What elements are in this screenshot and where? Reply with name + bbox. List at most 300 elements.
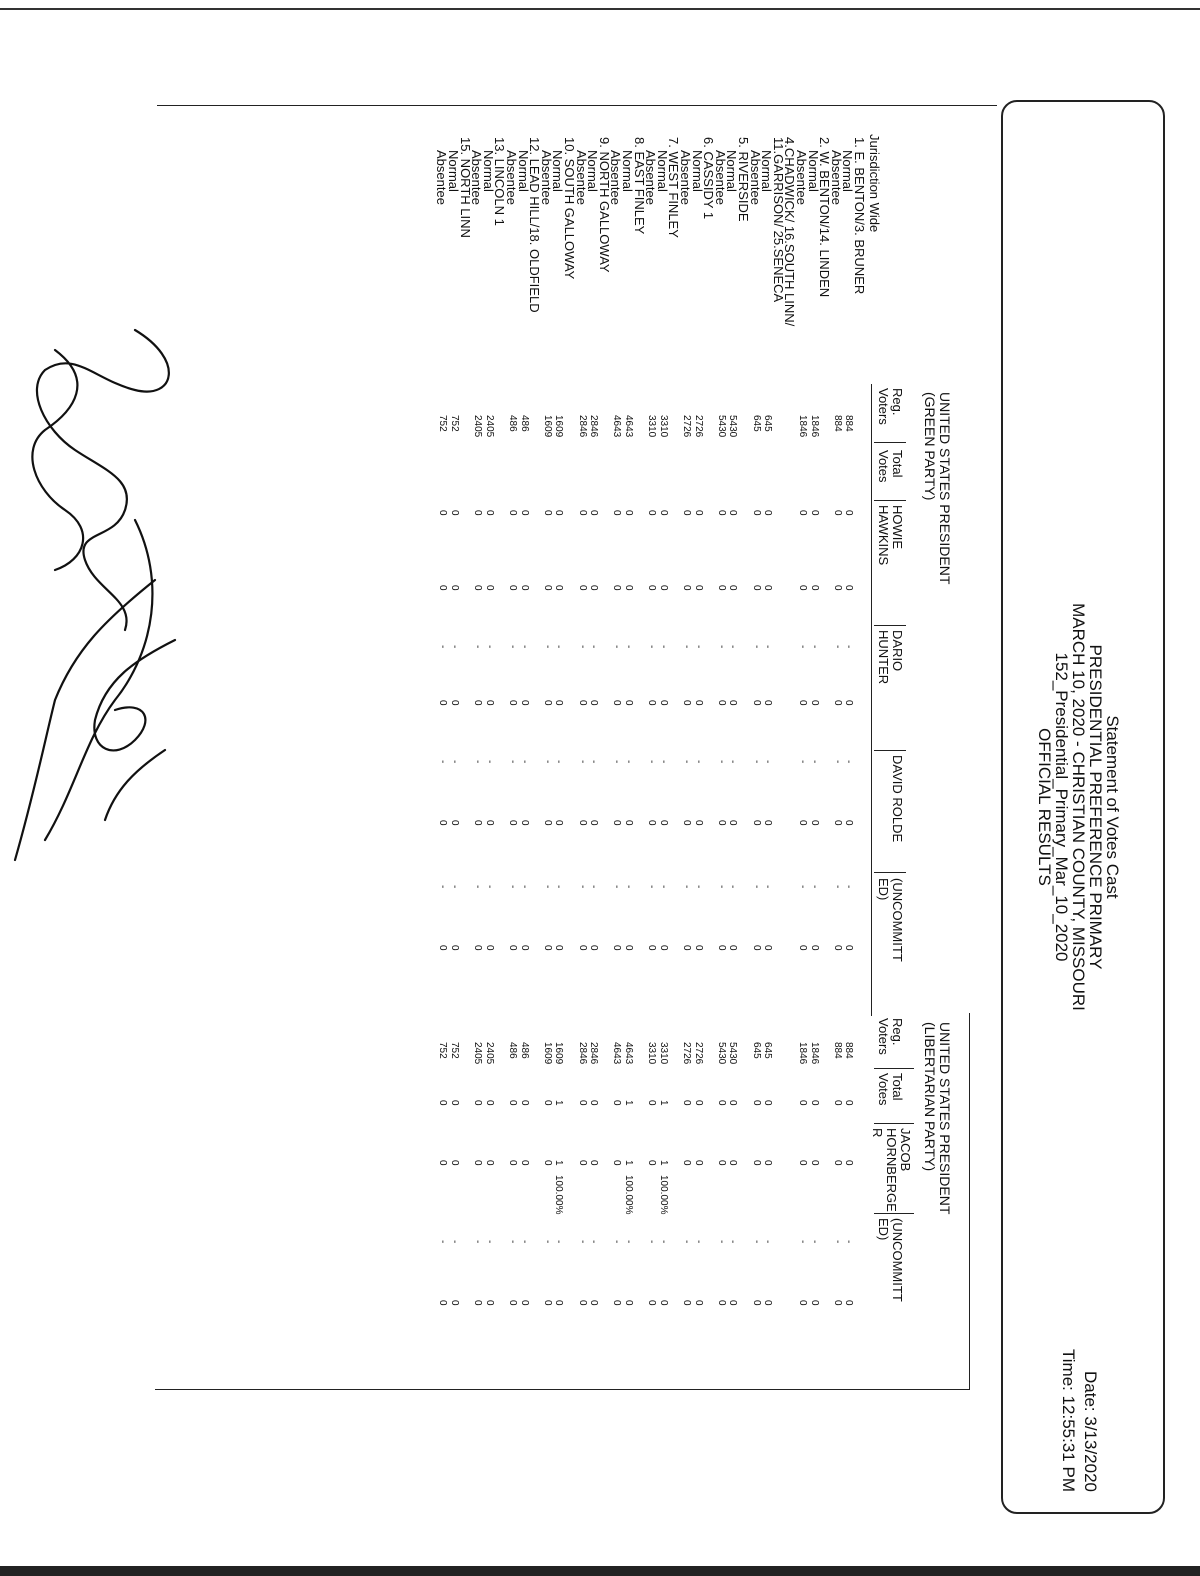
table-left-rule <box>157 105 997 106</box>
hunter-votes: 0 <box>727 700 739 706</box>
lib-total-votes: 0 <box>611 1100 623 1106</box>
vote-type-label: Absentee <box>434 150 450 205</box>
total-votes: 0 <box>843 510 855 516</box>
precinct-label: 11.GARRISON/ 25.SENECA <box>770 137 786 303</box>
rolde-votes: 0 <box>611 820 623 826</box>
rolde-votes: 0 <box>623 820 634 826</box>
total-votes: 0 <box>553 510 565 516</box>
lib-total-votes: 0 <box>808 1100 820 1106</box>
empty-percent-dash: - <box>808 760 820 764</box>
hornberger-votes: 1 <box>553 1160 565 1166</box>
lib-total-votes: 0 <box>646 1100 658 1106</box>
empty-percent-dash: - <box>692 645 704 649</box>
green-uncommitted: 0 <box>646 945 658 951</box>
hornberger-votes: 0 <box>576 1160 588 1166</box>
lib-total-votes: 0 <box>588 1100 600 1106</box>
lib-uncommitted: 0 <box>646 1300 658 1306</box>
vote-type-label: Normal <box>550 150 566 192</box>
jurisdiction-header: Jurisdiction Wide <box>867 134 882 233</box>
empty-percent-dash: - <box>797 1240 808 1244</box>
lib-reg-voters: 752 <box>449 1042 460 1059</box>
header-date-time <box>1057 1349 1101 1492</box>
reg-voters: 884 <box>831 415 843 432</box>
empty-percent-dash: - <box>646 1240 658 1244</box>
empty-percent-dash: - <box>449 885 460 889</box>
empty-percent-dash: - <box>588 645 600 649</box>
empty-percent-dash: - <box>831 645 843 649</box>
empty-percent-dash: - <box>727 1240 739 1244</box>
lib-uncommitted-header: (UNCOMMITT ED) <box>876 1218 905 1302</box>
green-title-line2: (GREEN PARTY) <box>922 392 938 501</box>
lib-reg-voters: 645 <box>762 1042 774 1059</box>
lib-reg-voters: 2846 <box>576 1042 588 1065</box>
hunter-votes: 0 <box>797 700 808 706</box>
reg-voters: 4643 <box>623 415 634 438</box>
empty-percent-dash: - <box>657 1240 669 1244</box>
reg-voters: 2405 <box>472 415 484 438</box>
lib-uncommitted: 0 <box>762 1300 774 1306</box>
hornberger-header: JACOB HORNBERGE R <box>870 1128 913 1212</box>
hornberger-votes: 0 <box>692 1160 704 1166</box>
total-votes: 0 <box>750 510 762 516</box>
vote-type-label: Normal <box>805 150 821 192</box>
total-votes: 0 <box>507 510 518 516</box>
lib-reg-voters: 2726 <box>681 1042 692 1065</box>
hunter-votes: 0 <box>507 700 518 706</box>
hornberger-votes: 0 <box>750 1160 762 1166</box>
vote-type-label: Normal <box>759 150 775 192</box>
empty-percent-dash: - <box>750 760 762 764</box>
empty-percent-dash: - <box>518 1240 530 1244</box>
green-uncommitted: 0 <box>727 945 739 951</box>
green-header-rule <box>871 384 872 1016</box>
empty-percent-dash: - <box>681 1240 692 1244</box>
vote-type-label: Absentee <box>794 150 809 205</box>
hunter-votes: 0 <box>762 700 774 706</box>
lib-total-votes: 0 <box>692 1100 704 1106</box>
lib-total-votes: 0 <box>472 1100 484 1106</box>
empty-percent-dash: - <box>472 760 484 764</box>
reg-voters: 2726 <box>681 415 692 438</box>
hornberger-votes: 0 <box>483 1160 495 1166</box>
empty-percent-dash: - <box>553 1240 565 1244</box>
lib-total-votes: 0 <box>843 1100 855 1106</box>
vote-type-label: Absentee <box>643 150 659 205</box>
lib-total-votes-header: Total Votes <box>876 1073 905 1106</box>
lib-uncommitted: 0 <box>518 1300 530 1306</box>
lib-reg-voters: 2846 <box>588 1042 600 1065</box>
hornberger-votes: 0 <box>518 1160 530 1166</box>
rolde-votes: 0 <box>472 820 484 826</box>
total-votes: 0 <box>472 510 484 516</box>
rolde-votes: 0 <box>797 820 808 826</box>
vote-type-label: Normal <box>840 150 856 192</box>
precinct-label: 1. E. BENTON/3. BRUNER <box>852 137 867 295</box>
hornberger-votes: 0 <box>541 1160 553 1166</box>
empty-percent-dash: - <box>715 760 727 764</box>
empty-percent-dash: - <box>715 885 727 889</box>
empty-percent-dash: - <box>553 885 565 889</box>
rolde-votes: 0 <box>750 820 762 826</box>
total-votes: 0 <box>727 510 739 516</box>
empty-percent-dash: - <box>541 885 553 889</box>
empty-percent-dash: - <box>727 885 739 889</box>
empty-percent-dash: - <box>541 760 553 764</box>
empty-percent-dash: - <box>750 1240 762 1244</box>
precinct-label: 2. W. BENTON/14. LINDEN <box>817 137 833 298</box>
lib-uncommitted: 0 <box>797 1300 808 1306</box>
green-uncommitted: 0 <box>715 945 727 951</box>
empty-percent-dash: - <box>727 760 739 764</box>
hunter-votes: 0 <box>657 700 669 706</box>
hunter-votes: 0 <box>843 700 855 706</box>
lib-uncommitted: 0 <box>831 1300 843 1306</box>
lib-reg-voters: 486 <box>518 1042 530 1059</box>
empty-percent-dash: - <box>750 885 762 889</box>
hawkins-header: HOWIE HAWKINS <box>876 505 905 566</box>
vote-type-label: Absentee <box>538 150 554 205</box>
green-uncommitted: 0 <box>843 945 855 951</box>
reg-voters: 3310 <box>657 415 669 438</box>
empty-percent-dash: - <box>576 760 588 764</box>
green-uncommitted: 0 <box>507 945 518 951</box>
empty-percent-dash: - <box>808 645 820 649</box>
rolde-votes: 0 <box>553 820 565 826</box>
empty-percent-dash: - <box>646 760 658 764</box>
empty-percent-dash: - <box>750 645 762 649</box>
hunter-votes: 0 <box>623 700 634 706</box>
reg-voters: 1609 <box>541 415 553 438</box>
lib-total-votes: 1 <box>657 1100 669 1106</box>
total-votes: 0 <box>715 510 727 516</box>
rolde-votes: 0 <box>576 820 588 826</box>
hornberger-votes: 0 <box>472 1160 484 1166</box>
vote-type-label: Normal <box>689 150 705 192</box>
empty-percent-dash: - <box>507 885 518 889</box>
hunter-votes: 0 <box>518 700 530 706</box>
precinct-label: 4.CHADWICK/ 16.SOUTH LINN/ <box>782 137 798 327</box>
green-uncommitted: 0 <box>576 945 588 951</box>
lib-total-votes: 1 <box>623 1100 634 1106</box>
lib-uncommitted: 0 <box>843 1300 855 1306</box>
vote-type-label: Absentee <box>504 150 519 205</box>
empty-percent-dash: - <box>437 885 449 889</box>
empty-percent-dash: - <box>623 645 634 649</box>
empty-percent-dash: - <box>611 885 623 889</box>
empty-percent-dash: - <box>727 645 739 649</box>
libertarian-contest-title <box>922 1022 952 1214</box>
hunter-votes: 0 <box>611 700 623 706</box>
hawkins-votes: 0 <box>750 585 762 591</box>
reg-voters: 2726 <box>692 415 704 438</box>
hornberger-percent: 100.00% <box>553 1175 565 1215</box>
vote-type-label: Absentee <box>573 150 589 205</box>
lib-total-votes: 0 <box>762 1100 774 1106</box>
green-uncommitted: 0 <box>472 945 484 951</box>
lib-reg-voters: 2405 <box>472 1042 484 1065</box>
lib-reg-voters: 1609 <box>553 1042 565 1065</box>
green-uncommitted: 0 <box>657 945 669 951</box>
lib-reg-voters: 4643 <box>611 1042 623 1065</box>
reg-voters: 1609 <box>553 415 565 438</box>
rolde-votes: 0 <box>808 820 820 826</box>
hawkins-votes: 0 <box>553 585 565 591</box>
report-election: PRESIDENTIAL PREFERENCE PRIMARY <box>1086 644 1105 970</box>
empty-percent-dash: - <box>541 1240 553 1244</box>
total-votes: 0 <box>623 510 634 516</box>
rolde-votes: 0 <box>518 820 530 826</box>
empty-percent-dash: - <box>797 760 808 764</box>
empty-percent-dash: - <box>507 645 518 649</box>
vote-type-label: Normal <box>654 150 670 192</box>
hornberger-votes: 0 <box>437 1160 449 1166</box>
hawkins-votes: 0 <box>449 585 460 591</box>
green-uncommitted: 0 <box>750 945 762 951</box>
hornberger-votes: 0 <box>727 1160 739 1166</box>
empty-percent-dash: - <box>646 645 658 649</box>
hawkins-votes: 0 <box>588 585 600 591</box>
empty-percent-dash: - <box>483 1240 495 1244</box>
lib-total-votes: 0 <box>576 1100 588 1106</box>
lib-reg-voters: 3310 <box>657 1042 669 1065</box>
empty-percent-dash: - <box>518 760 530 764</box>
empty-percent-dash: - <box>797 645 808 649</box>
hawkins-votes: 0 <box>657 585 669 591</box>
green-uncommitted: 0 <box>611 945 623 951</box>
report-time: Time: 12:55:31 PM <box>1059 1349 1078 1492</box>
empty-percent-dash: - <box>623 1240 634 1244</box>
precinct-label: 10. SOUTH GALLOWAY <box>562 137 577 280</box>
hunter-votes: 0 <box>588 700 600 706</box>
lib-uncommitted: 0 <box>483 1300 495 1306</box>
lib-uncommitted: 0 <box>449 1300 460 1306</box>
precinct-label: 12. LEAD HILL/18. OLDFIELD <box>527 137 543 313</box>
green-title-line1: UNITED STATES PRESIDENT <box>937 392 953 585</box>
empty-percent-dash: - <box>831 760 843 764</box>
lib-uncommitted: 0 <box>715 1300 727 1306</box>
lib-total-votes: 0 <box>715 1100 727 1106</box>
precinct-label: 7. WEST FINLEY <box>666 137 682 238</box>
empty-percent-dash: - <box>808 1240 820 1244</box>
total-votes: 0 <box>797 510 808 516</box>
reg-voters: 4643 <box>611 415 623 438</box>
empty-percent-dash: - <box>611 760 623 764</box>
total-votes: 0 <box>646 510 658 516</box>
hawkins-votes: 0 <box>681 585 692 591</box>
green-uncommitted: 0 <box>831 945 843 951</box>
empty-percent-dash: - <box>692 1240 704 1244</box>
total-votes: 0 <box>808 510 820 516</box>
lib-reg-voters: 1609 <box>541 1042 553 1065</box>
hunter-votes: 0 <box>750 700 762 706</box>
reg-voters: 2405 <box>483 415 495 438</box>
lib-total-votes: 0 <box>437 1100 449 1106</box>
vote-type-label: Normal <box>585 150 601 192</box>
empty-percent-dash: - <box>646 885 658 889</box>
vote-type-label: Absentee <box>678 150 693 205</box>
precinct-label: 8. EAST FINLEY <box>631 137 647 235</box>
lib-uncommitted: 0 <box>750 1300 762 1306</box>
hornberger-votes: 1 <box>623 1160 634 1166</box>
rolde-votes: 0 <box>681 820 692 826</box>
lib-reg-voters: 752 <box>437 1042 449 1059</box>
lib-uncommitted: 0 <box>727 1300 739 1306</box>
rolde-votes: 0 <box>437 820 449 826</box>
vote-type-label: Normal <box>724 150 740 192</box>
vote-type-label: Absentee <box>608 150 624 205</box>
hawkins-votes: 0 <box>541 585 553 591</box>
header-center <box>1036 102 1121 1512</box>
vote-type-label: Absentee <box>828 150 844 205</box>
hawkins-votes: 0 <box>843 585 855 591</box>
vote-type-label: Normal <box>480 150 496 192</box>
report-date: Date: 3/13/2020 <box>1081 1371 1100 1492</box>
hunter-votes: 0 <box>681 700 692 706</box>
rolde-votes: 0 <box>646 820 658 826</box>
empty-percent-dash: - <box>576 1240 588 1244</box>
vote-type-label: Normal <box>515 150 531 192</box>
reg-voters: 5430 <box>715 415 727 438</box>
hawkins-votes: 0 <box>762 585 774 591</box>
hornberger-votes: 0 <box>646 1160 658 1166</box>
reg-voters: 1846 <box>797 415 808 438</box>
hawkins-votes: 0 <box>646 585 658 591</box>
green-uncommitted: 0 <box>541 945 553 951</box>
lib-reg-voters: 2405 <box>483 1042 495 1065</box>
lib-reg-voters: 5430 <box>727 1042 739 1065</box>
empty-percent-dash: - <box>553 645 565 649</box>
reg-voters: 486 <box>518 415 530 432</box>
lib-uncommitted: 0 <box>657 1300 669 1306</box>
total-votes: 0 <box>762 510 774 516</box>
empty-percent-dash: - <box>437 1240 449 1244</box>
empty-percent-dash: - <box>797 885 808 889</box>
lib-reg-voters-header: Reg. Voters <box>876 1018 905 1055</box>
hornberger-votes: 0 <box>681 1160 692 1166</box>
empty-percent-dash: - <box>449 645 460 649</box>
vote-type-label: Normal <box>620 150 635 192</box>
rolde-votes: 0 <box>831 820 843 826</box>
lib-reg-voters: 1846 <box>797 1042 808 1065</box>
green-uncommitted: 0 <box>437 945 449 951</box>
precinct-label: 15. NORTH LINN <box>457 137 473 238</box>
lib-total-votes: 0 <box>750 1100 762 1106</box>
hornberger-percent: 100.00% <box>657 1175 669 1215</box>
hunter-header: DARIO HUNTER <box>876 630 905 685</box>
empty-percent-dash: - <box>507 1240 518 1244</box>
reg-voters: 486 <box>507 415 518 432</box>
hunter-votes: 0 <box>472 700 484 706</box>
green-uncommitted: 0 <box>518 945 530 951</box>
lib-reg-voters: 884 <box>843 1042 855 1059</box>
reg-voters: 645 <box>762 415 774 432</box>
rolde-votes: 0 <box>507 820 518 826</box>
green-reg-voters-header: Reg. Voters <box>876 388 905 425</box>
empty-percent-dash: - <box>507 760 518 764</box>
reg-voters: 2846 <box>576 415 588 438</box>
hornberger-votes: 0 <box>588 1160 600 1166</box>
green-uncommitted: 0 <box>808 945 820 951</box>
hornberger-votes: 0 <box>715 1160 727 1166</box>
empty-percent-dash: - <box>715 645 727 649</box>
column-separator <box>874 872 906 873</box>
empty-percent-dash: - <box>588 760 600 764</box>
hawkins-votes: 0 <box>507 585 518 591</box>
lib-uncommitted: 0 <box>808 1300 820 1306</box>
reg-voters: 884 <box>843 415 855 432</box>
empty-percent-dash: - <box>449 760 460 764</box>
empty-percent-dash: - <box>808 885 820 889</box>
hawkins-votes: 0 <box>576 585 588 591</box>
green-uncommitted: 0 <box>681 945 692 951</box>
vote-type-label: Absentee <box>469 150 485 205</box>
lib-reg-voters: 645 <box>750 1042 762 1059</box>
column-separator <box>874 1068 914 1069</box>
libertarian-title-line2: (LIBERTARIAN PARTY) <box>922 1022 938 1172</box>
empty-percent-dash: - <box>657 645 669 649</box>
rolde-votes: 0 <box>692 820 704 826</box>
hornberger-votes: 0 <box>611 1160 623 1166</box>
total-votes: 0 <box>588 510 600 516</box>
empty-percent-dash: - <box>541 645 553 649</box>
hawkins-votes: 0 <box>727 585 739 591</box>
hunter-votes: 0 <box>541 700 553 706</box>
empty-percent-dash: - <box>762 1240 774 1244</box>
libertarian-title-line1: UNITED STATES PRESIDENT <box>937 1022 953 1215</box>
lib-reg-voters: 5430 <box>715 1042 727 1065</box>
column-separator <box>874 442 906 443</box>
green-uncommitted: 0 <box>797 945 808 951</box>
green-uncommitted: 0 <box>762 945 774 951</box>
lib-uncommitted: 0 <box>623 1300 634 1306</box>
hawkins-votes: 0 <box>437 585 449 591</box>
total-votes: 0 <box>681 510 692 516</box>
empty-percent-dash: - <box>762 760 774 764</box>
precinct-label: 13. LINCOLN 1 <box>492 137 508 226</box>
empty-percent-dash: - <box>762 885 774 889</box>
lib-uncommitted: 0 <box>437 1300 449 1306</box>
rolde-votes: 0 <box>727 820 739 826</box>
green-contest-title <box>922 392 952 584</box>
column-separator <box>874 625 906 626</box>
column-separator <box>874 1213 914 1214</box>
rolde-votes: 0 <box>657 820 669 826</box>
hawkins-votes: 0 <box>831 585 843 591</box>
total-votes: 0 <box>449 510 460 516</box>
total-votes: 0 <box>541 510 553 516</box>
rolde-votes: 0 <box>449 820 460 826</box>
total-votes: 0 <box>831 510 843 516</box>
lib-uncommitted: 0 <box>472 1300 484 1306</box>
lib-total-votes: 0 <box>449 1100 460 1106</box>
green-uncommitted: 0 <box>553 945 565 951</box>
vote-type-label: Absentee <box>747 150 763 205</box>
libertarian-header-rule <box>969 1013 970 1389</box>
empty-percent-dash: - <box>576 645 588 649</box>
lib-reg-voters: 4643 <box>623 1042 634 1065</box>
empty-percent-dash: - <box>657 760 669 764</box>
hunter-votes: 0 <box>831 700 843 706</box>
lib-uncommitted: 0 <box>576 1300 588 1306</box>
rolde-votes: 0 <box>843 820 855 826</box>
hawkins-votes: 0 <box>692 585 704 591</box>
total-votes: 0 <box>518 510 530 516</box>
lib-reg-voters: 1846 <box>808 1042 820 1065</box>
lib-uncommitted: 0 <box>507 1300 518 1306</box>
hunter-votes: 0 <box>449 700 460 706</box>
hornberger-votes: 1 <box>657 1160 669 1166</box>
hunter-votes: 0 <box>437 700 449 706</box>
